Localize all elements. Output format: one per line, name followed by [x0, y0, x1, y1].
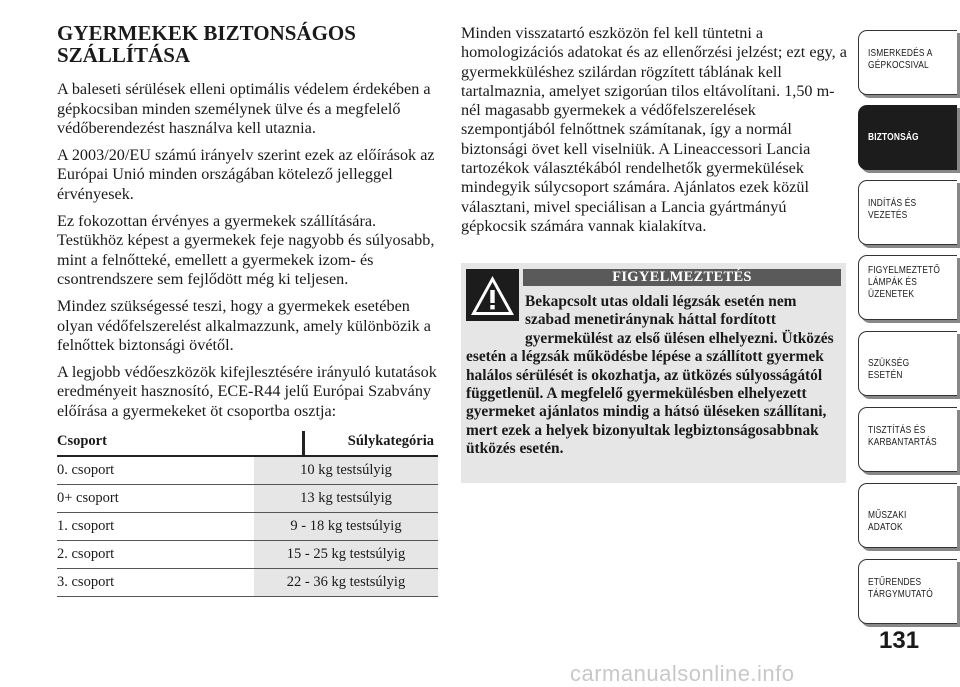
- cell-group: 1. csoport: [57, 518, 115, 534]
- cell-weight: 15 - 25 kg testsúlyig: [254, 541, 438, 568]
- tab-szukseg[interactable]: [858, 331, 957, 396]
- tab-label: INDÍTÁS ÉS VEZETÉS: [868, 197, 917, 221]
- paragraph: A 2003/20/EU számú irányelv szerint ezek az előírások az Európai Unió minden országában kötelező jelleggel érvényesek.: [57, 145, 435, 203]
- table-header: [57, 433, 438, 457]
- warning-title: FIGYELMEZTETÉS: [523, 269, 841, 286]
- paragraph: Minden visszatartó eszközön fel kell tüntetni a homologizációs adatokat és az ellenőrzési jelzést; ezt egy, a gyermekküléshez szilárdan rögzített táblának kell tartalmaznia, amelyet szigorúan tilos eltávolítani. 1,50 m-nél magasabb gyermekek a védőfelszerelések szempontjából felnőttnek számítanak, így a normál biztonsági övet kell viselniük. A Lineaccessori Lancia tartozékok választékából rendelhetők gyermekülések mindegyik súlycsoport számára. Ajánlatos ezek közül választani, mivel speciálisan a Lancia gyártmányú gépkocsik számára vannak kialakítva.: [461, 24, 847, 235]
- tab-biztonsag[interactable]: [858, 105, 957, 170]
- tab-label: MŰSZAKI ADATOK: [868, 509, 907, 533]
- warning-box: [461, 263, 846, 483]
- cell-group: 3. csoport: [57, 574, 115, 590]
- tab-label: ISMERKEDÉS A GÉPKOCSIVAL: [868, 47, 933, 71]
- paragraph: Mindez szükségessé teszi, hogy a gyermekek esetében olyan védőfelszerelést alkalmazzunk, amely különbözik a felnőttek biztonsági övétől.: [57, 296, 431, 355]
- paragraph: A baleseti sérülések elleni optimális védelem érdekében a gépkocsiban minden személynek ülve és a megfelelő védőberendezést használva kell utaznia.: [57, 80, 431, 138]
- cell-group: 2. csoport: [57, 546, 115, 562]
- page-title: GYERMEKEK BIZTONSÁGOS SZÁLLÍTÁSA: [57, 21, 356, 67]
- table-row: [57, 513, 438, 541]
- paragraph: A legjobb védőeszközök kifejlesztésére irányuló kutatások eredményeit hasznosító, ECE-R44 jelű Európai Szabvány előírása a gyermekeket öt csoportba osztja:: [57, 362, 437, 420]
- page-number: 131: [879, 627, 920, 654]
- cell-group: 0. csoport: [57, 462, 115, 478]
- tab-label: FIGYELMEZTETŐ LÁMPÁK ÉS ÜZENETEK: [868, 264, 941, 300]
- tab-figyelmezteto[interactable]: [858, 255, 957, 320]
- cell-weight: 10 kg testsúlyig: [254, 457, 438, 484]
- tab-label: TISZTÍTÁS ÉS KARBANTARTÁS: [868, 424, 937, 448]
- weight-group-table: [57, 433, 438, 597]
- table-row: [57, 569, 438, 597]
- cell-weight: 9 - 18 kg testsúlyig: [254, 513, 438, 540]
- tab-label: SZÜKSÉG ESETÉN: [868, 357, 910, 381]
- paragraph: Ez fokozottan érvényes a gyermekek szállítására. Testükhöz képest a gyermekek feje nagyobb és súlyosabb, mint a felnőtteké, emellett a gyermekek izom- és csontrendszere sem fejlődött még ki teljesen.: [57, 211, 435, 289]
- cell-group: 0+ csoport: [57, 490, 119, 506]
- tab-tisztitas[interactable]: [858, 407, 957, 472]
- tab-ismerkedes[interactable]: [858, 30, 957, 95]
- watermark: carmanualsonline.info: [570, 661, 795, 686]
- header-group: Csoport: [57, 433, 107, 449]
- table-row: [57, 457, 438, 485]
- tab-muszaki[interactable]: [858, 483, 957, 548]
- cell-weight: 22 - 36 kg testsúlyig: [254, 569, 438, 596]
- left-column: [57, 80, 442, 429]
- warning-text: Bekapcsolt utas oldali légzsák esetén nem szabad menetiránynak háttal fordított gyermekülést az első ülésen elhelyezni. Ütközés esetén a légzsák működésbe lépése a szállított gyermek halálos sérülését is okozhatja, az ütközés súlyosságától függetlenül. A megfelelő gyermekülésben elhelyezett gyermeket ajánlatos mindig a hátsó üléseken szállítani, mert ezek a helyek bizonyultak legbiztonságosabbnak ütközés esetén.: [466, 293, 834, 458]
- table-row: [57, 485, 438, 513]
- tab-label: BIZTONSÁG: [868, 131, 919, 143]
- header-weight: Súlykategória: [347, 433, 434, 449]
- tab-inditas[interactable]: [858, 180, 957, 245]
- cell-weight: 13 kg testsúlyig: [254, 485, 438, 512]
- right-column: [461, 24, 851, 236]
- table-row: [57, 541, 438, 569]
- tab-label: ETŰRENDES TÁRGYMUTATÓ: [868, 576, 933, 600]
- warning-body: [466, 293, 836, 459]
- tab-targymutato[interactable]: [858, 559, 957, 624]
